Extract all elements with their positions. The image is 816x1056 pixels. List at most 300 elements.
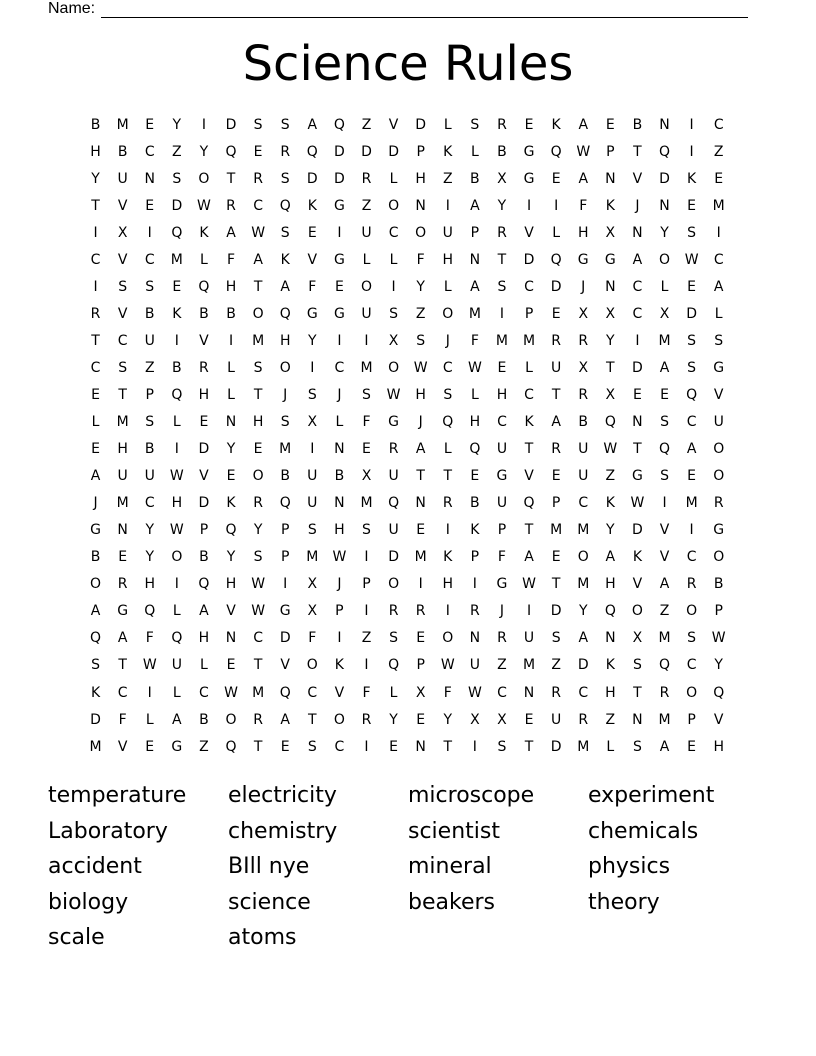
grid-letter[interactable]: S bbox=[714, 332, 724, 349]
grid-letter[interactable]: C bbox=[334, 738, 345, 755]
grid-letter[interactable]: E bbox=[145, 197, 155, 214]
grid-letter[interactable]: D bbox=[198, 441, 210, 458]
grid-letter[interactable]: Q bbox=[279, 305, 291, 322]
grid-letter[interactable]: U bbox=[713, 414, 724, 431]
grid-letter[interactable]: G bbox=[713, 359, 725, 376]
grid-letter[interactable]: L bbox=[200, 657, 208, 674]
grid-letter[interactable]: P bbox=[687, 711, 696, 728]
grid-letter[interactable]: T bbox=[524, 738, 534, 755]
grid-letter[interactable]: S bbox=[687, 359, 697, 376]
grid-letter[interactable]: E bbox=[307, 224, 317, 241]
grid-letter[interactable]: K bbox=[470, 522, 480, 539]
grid-letter[interactable]: E bbox=[389, 738, 398, 755]
grid-letter[interactable]: F bbox=[362, 684, 371, 701]
grid-letter[interactable]: X bbox=[307, 576, 318, 593]
grid-letter[interactable]: F bbox=[443, 684, 452, 701]
grid-letter[interactable]: S bbox=[660, 468, 669, 485]
grid-letter[interactable]: R bbox=[226, 197, 236, 214]
grid-letter[interactable]: Y bbox=[578, 603, 588, 620]
grid-letter[interactable]: V bbox=[659, 522, 670, 539]
grid-letter[interactable]: M bbox=[523, 332, 536, 349]
grid-letter[interactable]: M bbox=[658, 630, 671, 647]
grid-letter[interactable]: S bbox=[253, 359, 263, 376]
grid-letter[interactable]: J bbox=[337, 576, 342, 593]
grid-letter[interactable]: B bbox=[632, 116, 643, 133]
grid-letter[interactable]: Q bbox=[659, 441, 671, 458]
grid-letter[interactable]: Q bbox=[225, 738, 237, 755]
grid-letter[interactable]: L bbox=[606, 738, 615, 755]
grid-letter[interactable]: Z bbox=[144, 359, 155, 376]
grid-letter[interactable]: R bbox=[497, 224, 507, 241]
grid-letter[interactable]: A bbox=[470, 278, 480, 295]
grid-letter[interactable]: E bbox=[605, 116, 615, 133]
grid-letter[interactable]: M bbox=[252, 684, 265, 701]
grid-letter[interactable]: Y bbox=[497, 197, 507, 214]
grid-letter[interactable]: P bbox=[280, 549, 290, 566]
grid-letter[interactable]: E bbox=[172, 278, 182, 295]
grid-letter[interactable]: K bbox=[443, 143, 453, 160]
grid-letter[interactable]: Z bbox=[361, 116, 372, 133]
grid-letter[interactable]: S bbox=[632, 738, 642, 755]
grid-letter[interactable]: L bbox=[335, 414, 344, 431]
grid-letter[interactable]: N bbox=[415, 495, 426, 512]
grid-letter[interactable]: J bbox=[93, 495, 98, 512]
grid-letter[interactable]: P bbox=[199, 522, 209, 539]
grid-letter[interactable]: T bbox=[551, 386, 561, 403]
grid-letter[interactable]: N bbox=[605, 630, 616, 647]
grid-letter[interactable]: H bbox=[713, 738, 724, 755]
grid-letter[interactable]: D bbox=[550, 278, 562, 295]
grid-letter[interactable]: E bbox=[226, 657, 236, 674]
grid-letter[interactable]: O bbox=[333, 711, 345, 728]
grid-letter[interactable]: C bbox=[388, 224, 399, 241]
grid-letter[interactable]: T bbox=[226, 170, 236, 187]
grid-letter[interactable]: A bbox=[280, 711, 290, 728]
grid-letter[interactable]: S bbox=[118, 359, 128, 376]
grid-letter[interactable]: R bbox=[469, 603, 480, 620]
grid-letter[interactable]: U bbox=[361, 305, 372, 322]
grid-letter[interactable]: J bbox=[635, 197, 640, 214]
grid-letter[interactable]: M bbox=[252, 332, 265, 349]
grid-letter[interactable]: V bbox=[334, 684, 345, 701]
grid-letter[interactable]: B bbox=[713, 576, 724, 593]
grid-letter[interactable]: U bbox=[117, 468, 128, 485]
grid-letter[interactable]: W bbox=[467, 684, 482, 701]
grid-letter[interactable]: Y bbox=[660, 224, 669, 241]
grid-letter[interactable]: F bbox=[145, 630, 154, 647]
grid-letter[interactable]: D bbox=[388, 549, 399, 566]
grid-letter[interactable]: L bbox=[172, 414, 181, 431]
grid-letter[interactable]: L bbox=[172, 603, 181, 620]
grid-letter[interactable]: A bbox=[253, 251, 263, 268]
grid-letter[interactable]: P bbox=[551, 495, 561, 512]
grid-letter[interactable]: C bbox=[144, 251, 155, 268]
grid-letter[interactable]: O bbox=[171, 549, 183, 566]
grid-letter[interactable]: H bbox=[334, 522, 345, 539]
grid-letter[interactable]: I bbox=[201, 116, 206, 133]
grid-letter[interactable]: Y bbox=[253, 522, 263, 539]
grid-letter[interactable]: E bbox=[551, 468, 561, 485]
grid-letter[interactable]: B bbox=[470, 495, 480, 512]
grid-letter[interactable]: E bbox=[687, 278, 697, 295]
grid-letter[interactable]: E bbox=[632, 386, 642, 403]
grid-letter[interactable]: E bbox=[551, 549, 561, 566]
grid-letter[interactable]: U bbox=[361, 224, 372, 241]
grid-letter[interactable]: A bbox=[578, 116, 589, 133]
grid-letter[interactable]: B bbox=[280, 468, 290, 485]
grid-letter[interactable]: O bbox=[388, 359, 400, 376]
grid-letter[interactable]: S bbox=[362, 522, 371, 539]
grid-letter[interactable]: T bbox=[91, 332, 100, 349]
grid-letter[interactable]: I bbox=[635, 332, 640, 349]
grid-letter[interactable]: I bbox=[418, 576, 423, 593]
grid-letter[interactable]: M bbox=[360, 359, 373, 376]
grid-letter[interactable]: R bbox=[659, 684, 670, 701]
grid-letter[interactable]: D bbox=[198, 495, 210, 512]
grid-letter[interactable]: D bbox=[388, 143, 399, 160]
grid-letter[interactable]: T bbox=[253, 386, 263, 403]
grid-letter[interactable]: S bbox=[632, 657, 642, 674]
grid-letter[interactable]: W bbox=[169, 522, 184, 539]
grid-letter[interactable]: S bbox=[362, 386, 371, 403]
grid-letter[interactable]: R bbox=[253, 170, 263, 187]
grid-letter[interactable]: Q bbox=[523, 495, 535, 512]
grid-letter[interactable]: Y bbox=[606, 522, 615, 539]
grid-letter[interactable]: R bbox=[686, 576, 697, 593]
grid-letter[interactable]: W bbox=[630, 495, 645, 512]
grid-letter[interactable]: A bbox=[659, 359, 670, 376]
grid-letter[interactable]: H bbox=[117, 441, 128, 458]
grid-letter[interactable]: C bbox=[90, 251, 101, 268]
grid-letter[interactable]: E bbox=[687, 738, 697, 755]
grid-letter[interactable]: E bbox=[524, 711, 534, 728]
grid-letter[interactable]: Z bbox=[713, 143, 724, 160]
grid-letter[interactable]: X bbox=[497, 170, 507, 187]
grid-letter[interactable]: I bbox=[174, 441, 179, 458]
grid-letter[interactable]: U bbox=[307, 495, 318, 512]
grid-letter[interactable]: R bbox=[199, 359, 209, 376]
grid-letter[interactable]: K bbox=[280, 251, 290, 268]
grid-letter[interactable]: S bbox=[497, 278, 507, 295]
grid-letter[interactable]: D bbox=[550, 738, 562, 755]
grid-letter[interactable]: D bbox=[306, 170, 318, 187]
grid-letter[interactable]: O bbox=[713, 468, 725, 485]
grid-letter[interactable]: I bbox=[445, 603, 450, 620]
grid-letter[interactable]: L bbox=[443, 441, 452, 458]
grid-letter[interactable]: U bbox=[388, 468, 399, 485]
grid-letter[interactable]: C bbox=[199, 684, 209, 701]
grid-letter[interactable]: C bbox=[442, 359, 453, 376]
grid-letter[interactable]: M bbox=[116, 116, 129, 133]
grid-letter[interactable]: T bbox=[606, 359, 615, 376]
grid-letter[interactable]: B bbox=[172, 359, 182, 376]
grid-letter[interactable]: S bbox=[443, 386, 453, 403]
grid-letter[interactable]: Y bbox=[714, 657, 723, 674]
grid-letter[interactable]: K bbox=[199, 224, 209, 241]
grid-letter[interactable]: Q bbox=[171, 630, 183, 647]
grid-letter[interactable]: E bbox=[145, 116, 155, 133]
grid-letter[interactable]: I bbox=[689, 143, 694, 160]
grid-letter[interactable]: O bbox=[198, 170, 210, 187]
grid-letter[interactable]: X bbox=[117, 224, 128, 241]
grid-letter[interactable]: E bbox=[226, 468, 236, 485]
grid-letter[interactable]: E bbox=[416, 711, 426, 728]
grid-letter[interactable]: K bbox=[226, 495, 236, 512]
grid-letter[interactable]: R bbox=[280, 143, 291, 160]
grid-letter[interactable]: I bbox=[445, 197, 450, 214]
grid-letter[interactable]: X bbox=[388, 332, 399, 349]
grid-letter[interactable]: U bbox=[388, 522, 399, 539]
grid-letter[interactable]: D bbox=[415, 116, 427, 133]
grid-letter[interactable]: E bbox=[660, 386, 669, 403]
grid-letter[interactable]: T bbox=[633, 143, 642, 160]
grid-letter[interactable]: D bbox=[90, 711, 101, 728]
grid-letter[interactable]: Y bbox=[145, 549, 155, 566]
grid-letter[interactable]: E bbox=[687, 197, 697, 214]
grid-letter[interactable]: L bbox=[227, 359, 235, 376]
grid-letter[interactable]: M bbox=[89, 738, 102, 755]
grid-letter[interactable]: Y bbox=[91, 170, 100, 187]
grid-letter[interactable]: V bbox=[307, 251, 318, 268]
grid-letter[interactable]: G bbox=[333, 251, 345, 268]
grid-letter[interactable]: I bbox=[526, 197, 532, 214]
grid-letter[interactable]: B bbox=[144, 305, 155, 322]
grid-letter[interactable]: K bbox=[687, 170, 697, 187]
grid-letter[interactable]: V bbox=[199, 468, 209, 485]
grid-letter[interactable]: F bbox=[118, 711, 127, 728]
grid-letter[interactable]: M bbox=[658, 332, 671, 349]
grid-letter[interactable]: O bbox=[306, 657, 318, 674]
grid-letter[interactable]: X bbox=[470, 711, 480, 728]
grid-letter[interactable]: Q bbox=[659, 143, 671, 160]
grid-letter[interactable]: I bbox=[364, 738, 369, 755]
grid-letter[interactable]: J bbox=[581, 278, 586, 295]
grid-letter[interactable]: I bbox=[662, 495, 667, 512]
grid-letter[interactable]: M bbox=[550, 522, 563, 539]
grid-letter[interactable]: R bbox=[551, 332, 561, 349]
grid-letter[interactable]: I bbox=[147, 224, 152, 241]
grid-letter[interactable]: M bbox=[577, 576, 590, 593]
grid-letter[interactable]: H bbox=[415, 170, 426, 187]
grid-letter[interactable]: V bbox=[713, 386, 724, 403]
grid-letter[interactable]: J bbox=[445, 332, 450, 349]
grid-letter[interactable]: P bbox=[335, 603, 344, 620]
grid-letter[interactable]: D bbox=[577, 657, 589, 674]
grid-letter[interactable]: E bbox=[687, 468, 697, 485]
grid-letter[interactable]: T bbox=[253, 657, 263, 674]
grid-letter[interactable]: R bbox=[578, 386, 589, 403]
grid-letter[interactable]: R bbox=[415, 603, 426, 620]
grid-letter[interactable]: Q bbox=[279, 495, 291, 512]
grid-letter[interactable]: N bbox=[117, 522, 128, 539]
grid-letter[interactable]: V bbox=[117, 251, 128, 268]
grid-letter[interactable]: H bbox=[442, 576, 454, 593]
grid-letter[interactable]: M bbox=[414, 549, 427, 566]
grid-letter[interactable]: I bbox=[310, 359, 315, 376]
grid-letter[interactable]: S bbox=[551, 630, 561, 647]
grid-letter[interactable]: R bbox=[713, 495, 724, 512]
grid-letter[interactable]: H bbox=[442, 251, 454, 268]
grid-letter[interactable]: W bbox=[197, 197, 211, 214]
grid-letter[interactable]: O bbox=[90, 576, 102, 593]
grid-letter[interactable]: D bbox=[334, 170, 345, 187]
grid-letter[interactable]: I bbox=[716, 224, 721, 241]
grid-letter[interactable]: F bbox=[226, 251, 236, 268]
grid-letter[interactable]: A bbox=[632, 251, 643, 268]
grid-letter[interactable]: C bbox=[117, 332, 128, 349]
grid-letter[interactable]: S bbox=[307, 386, 317, 403]
grid-letter[interactable]: M bbox=[306, 549, 319, 566]
grid-letter[interactable]: W bbox=[522, 576, 536, 593]
grid-letter[interactable]: L bbox=[660, 278, 669, 295]
grid-letter[interactable]: Z bbox=[442, 170, 453, 187]
grid-letter[interactable]: Q bbox=[198, 278, 210, 295]
grid-letter[interactable]: L bbox=[470, 386, 479, 403]
grid-letter[interactable]: E bbox=[253, 143, 263, 160]
grid-letter[interactable]: G bbox=[388, 414, 399, 431]
grid-letter[interactable]: W bbox=[251, 603, 266, 620]
grid-letter[interactable]: L bbox=[443, 116, 452, 133]
grid-letter[interactable]: G bbox=[117, 603, 129, 620]
grid-letter[interactable]: M bbox=[685, 495, 698, 512]
grid-letter[interactable]: V bbox=[117, 738, 128, 755]
grid-letter[interactable]: U bbox=[117, 170, 128, 187]
grid-letter[interactable]: B bbox=[199, 549, 209, 566]
grid-letter[interactable]: I bbox=[364, 332, 369, 349]
grid-letter[interactable]: E bbox=[91, 441, 100, 458]
grid-letter[interactable]: Z bbox=[415, 305, 426, 322]
grid-letter[interactable]: Z bbox=[551, 657, 561, 674]
grid-letter[interactable]: C bbox=[578, 684, 589, 701]
grid-letter[interactable]: E bbox=[714, 170, 724, 187]
grid-letter[interactable]: K bbox=[605, 657, 615, 674]
grid-letter[interactable]: O bbox=[360, 278, 372, 295]
grid-letter[interactable]: E bbox=[416, 522, 426, 539]
grid-letter[interactable]: O bbox=[686, 603, 698, 620]
grid-letter[interactable]: Y bbox=[443, 711, 453, 728]
grid-letter[interactable]: L bbox=[91, 414, 100, 431]
grid-letter[interactable]: Z bbox=[172, 143, 182, 160]
grid-letter[interactable]: K bbox=[172, 305, 182, 322]
grid-letter[interactable]: X bbox=[605, 305, 616, 322]
grid-letter[interactable]: N bbox=[415, 197, 426, 214]
grid-letter[interactable]: L bbox=[145, 711, 154, 728]
grid-letter[interactable]: S bbox=[307, 738, 317, 755]
grid-letter[interactable]: R bbox=[578, 332, 589, 349]
grid-letter[interactable]: H bbox=[225, 278, 237, 295]
grid-letter[interactable]: G bbox=[90, 522, 101, 539]
grid-letter[interactable]: S bbox=[280, 170, 290, 187]
grid-letter[interactable]: P bbox=[714, 603, 723, 620]
grid-letter[interactable]: H bbox=[577, 224, 589, 241]
grid-letter[interactable]: G bbox=[631, 468, 643, 485]
grid-letter[interactable]: Y bbox=[226, 549, 236, 566]
grid-letter[interactable]: D bbox=[225, 116, 237, 133]
grid-letter[interactable]: H bbox=[90, 143, 101, 160]
grid-letter[interactable]: T bbox=[253, 278, 263, 295]
grid-letter[interactable]: E bbox=[551, 305, 561, 322]
grid-letter[interactable]: V bbox=[632, 170, 643, 187]
grid-letter[interactable]: S bbox=[280, 116, 290, 133]
grid-letter[interactable]: Q bbox=[686, 386, 698, 403]
grid-letter[interactable]: L bbox=[389, 251, 398, 268]
grid-letter[interactable]: Y bbox=[308, 332, 317, 349]
grid-letter[interactable]: B bbox=[226, 305, 236, 322]
grid-letter[interactable]: R bbox=[388, 441, 399, 458]
grid-letter[interactable]: P bbox=[497, 522, 507, 539]
grid-letter[interactable]: M bbox=[577, 738, 590, 755]
grid-letter[interactable]: U bbox=[578, 441, 589, 458]
grid-letter[interactable]: H bbox=[198, 386, 210, 403]
grid-letter[interactable]: U bbox=[523, 630, 535, 647]
grid-letter[interactable]: S bbox=[497, 738, 507, 755]
grid-letter[interactable]: R bbox=[551, 441, 561, 458]
grid-letter[interactable]: X bbox=[632, 630, 643, 647]
grid-letter[interactable]: O bbox=[577, 549, 589, 566]
grid-letter[interactable]: W bbox=[711, 630, 726, 647]
grid-letter[interactable]: S bbox=[172, 170, 182, 187]
grid-letter[interactable]: V bbox=[659, 549, 670, 566]
grid-letter[interactable]: A bbox=[686, 441, 697, 458]
grid-letter[interactable]: W bbox=[576, 143, 591, 160]
grid-letter[interactable]: I bbox=[310, 441, 315, 458]
grid-letter[interactable]: U bbox=[144, 332, 155, 349]
grid-letter[interactable]: C bbox=[578, 495, 589, 512]
grid-letter[interactable]: V bbox=[117, 197, 128, 214]
grid-letter[interactable]: A bbox=[280, 278, 290, 295]
grid-letter[interactable]: W bbox=[332, 549, 347, 566]
grid-letter[interactable]: H bbox=[605, 684, 616, 701]
grid-letter[interactable]: E bbox=[524, 116, 534, 133]
grid-letter[interactable]: R bbox=[388, 603, 399, 620]
grid-letter[interactable]: S bbox=[687, 332, 697, 349]
grid-letter[interactable]: C bbox=[334, 359, 345, 376]
grid-letter[interactable]: Q bbox=[550, 143, 562, 160]
grid-letter[interactable]: P bbox=[145, 386, 154, 403]
grid-letter[interactable]: G bbox=[713, 522, 725, 539]
grid-letter[interactable]: C bbox=[686, 414, 697, 431]
grid-letter[interactable]: L bbox=[470, 143, 479, 160]
grid-letter[interactable]: E bbox=[551, 170, 561, 187]
grid-letter[interactable]: L bbox=[714, 305, 723, 322]
grid-letter[interactable]: C bbox=[713, 251, 724, 268]
grid-letter[interactable]: S bbox=[307, 522, 317, 539]
grid-letter[interactable]: M bbox=[116, 495, 129, 512]
grid-letter[interactable]: Q bbox=[279, 197, 291, 214]
grid-letter[interactable]: E bbox=[145, 738, 155, 755]
grid-letter[interactable]: K bbox=[334, 657, 344, 674]
grid-letter[interactable]: C bbox=[524, 278, 534, 295]
grid-letter[interactable]: O bbox=[442, 630, 454, 647]
grid-letter[interactable]: U bbox=[469, 657, 480, 674]
grid-letter[interactable]: O bbox=[631, 603, 643, 620]
grid-letter[interactable]: X bbox=[659, 305, 670, 322]
grid-letter[interactable]: Y bbox=[199, 143, 209, 160]
grid-letter[interactable]: Z bbox=[361, 197, 372, 214]
grid-letter[interactable]: M bbox=[116, 414, 129, 431]
grid-letter[interactable]: Z bbox=[199, 738, 209, 755]
grid-letter[interactable]: P bbox=[362, 576, 371, 593]
grid-letter[interactable]: T bbox=[443, 468, 453, 485]
grid-letter[interactable]: Q bbox=[388, 495, 400, 512]
grid-letter[interactable]: T bbox=[118, 657, 127, 674]
grid-letter[interactable]: M bbox=[170, 251, 183, 268]
grid-letter[interactable]: R bbox=[361, 170, 372, 187]
grid-letter[interactable]: E bbox=[470, 468, 480, 485]
grid-letter[interactable]: D bbox=[632, 522, 643, 539]
grid-letter[interactable]: U bbox=[496, 495, 508, 512]
grid-letter[interactable]: H bbox=[496, 386, 508, 403]
